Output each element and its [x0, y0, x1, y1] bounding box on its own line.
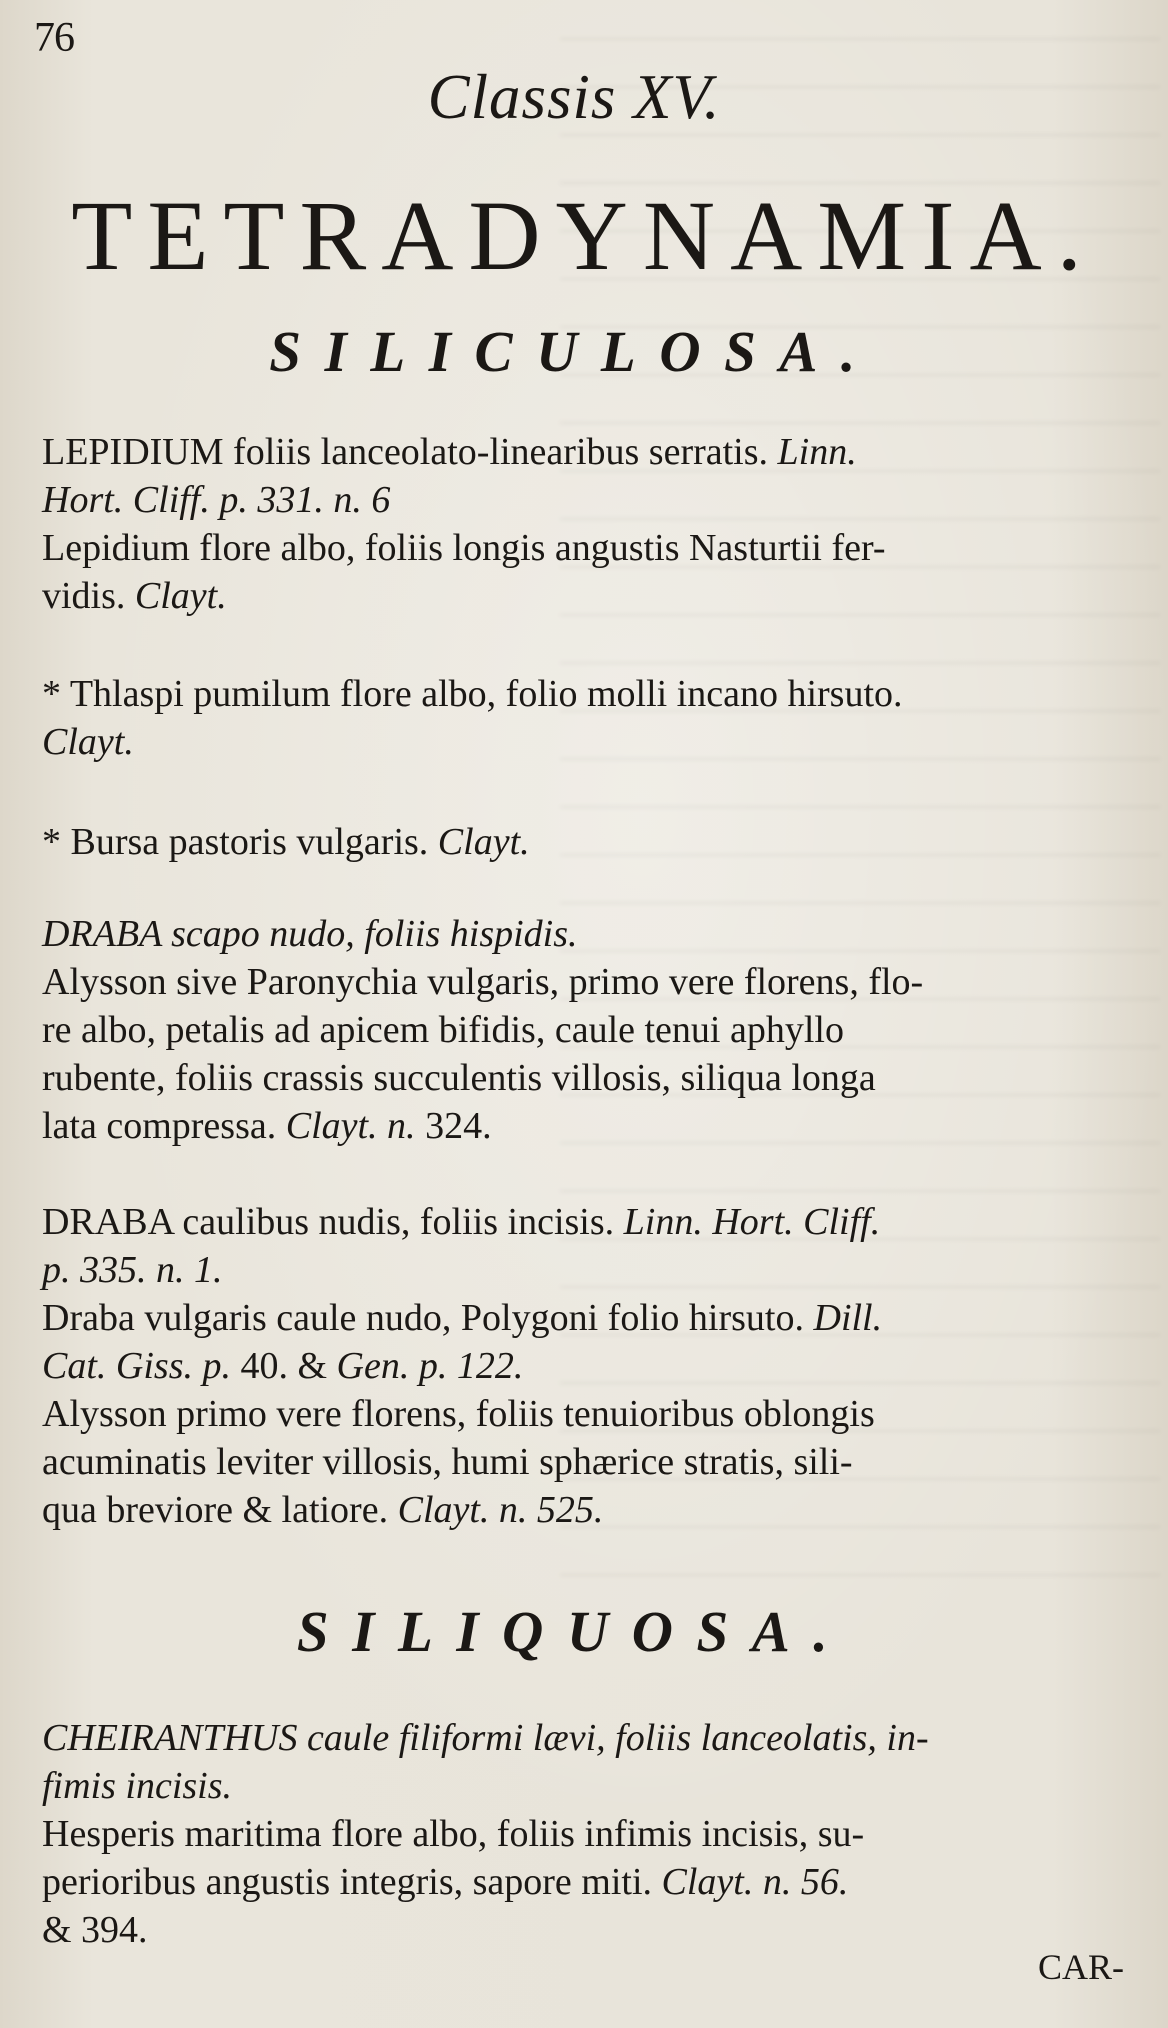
page-number: 76 — [34, 15, 74, 61]
text-run: Linn. Hort. Cliff. — [623, 1201, 881, 1243]
text-run: CHEIRANTHUS caule filiformi lævi, foliis lanceolatis, in- — [42, 1717, 929, 1759]
text-run: Alysson sive Paronychia vulgaris, primo vere florens, flo- — [42, 961, 924, 1003]
text-run: Gen. p. 122. — [336, 1345, 524, 1387]
entry-line — [42, 1858, 848, 1906]
entry-line — [42, 428, 857, 476]
text-run: Clayt. — [437, 821, 530, 863]
entry-line — [42, 1006, 844, 1054]
catchword: CAR- — [1038, 1947, 1125, 1987]
text-run: DRABA scapo nudo, foliis hispidis. — [42, 913, 578, 955]
text-run: & 394. — [42, 1909, 148, 1951]
entry-line — [42, 1486, 603, 1534]
text-run: 324. — [415, 1105, 492, 1147]
text-run: Cat. Giss. p. — [42, 1345, 231, 1387]
text-run: Alysson primo vere florens, foliis tenuioribus oblongis — [42, 1393, 875, 1435]
entry-line — [42, 910, 578, 958]
entry-line — [42, 572, 227, 620]
text-run: LEPIDIUM foliis lanceolato-linearibus serratis. — [42, 431, 778, 473]
text-run: Clayt. — [42, 721, 134, 763]
classis-heading: Classis XV. — [427, 61, 721, 132]
text-run: Linn. — [777, 431, 857, 473]
text-run: Hort. Cliff. p. 331. n. 6 — [42, 479, 391, 521]
text-run: acuminatis leviter villosis, humi sphærice stratis, sili- — [42, 1441, 853, 1483]
class-name-heading: TETRADYNAMIA. — [71, 180, 1097, 291]
text-run: re albo, petalis ad apicem bifidis, caule tenui aphyllo — [42, 1009, 844, 1051]
text-run: Clayt. n. — [285, 1105, 416, 1147]
text-run: perioribus angustis integris, sapore miti. — [42, 1861, 662, 1903]
text-run: Draba vulgaris caule nudo, Polygoni folio hirsuto. — [42, 1297, 814, 1339]
text-run: DRABA caulibus nudis, foliis incisis. — [42, 1201, 624, 1243]
entry-line — [42, 1810, 864, 1858]
entry-line — [42, 1762, 232, 1810]
entry-line — [42, 1342, 523, 1390]
text-run: Clayt. n. 525. — [397, 1489, 604, 1531]
entry-line — [42, 476, 390, 524]
text-run: Dill. — [813, 1297, 883, 1339]
entry-line — [42, 1714, 929, 1762]
entry-line — [42, 1246, 223, 1294]
entry-line — [42, 1054, 876, 1102]
entry-line — [42, 1294, 882, 1342]
entry-line — [42, 1906, 148, 1954]
entry-line — [42, 958, 923, 1006]
section-heading-siliquosa: SILIQUOSA. — [296, 1599, 852, 1664]
text-run: 40. & — [230, 1345, 337, 1387]
section-heading-siliculosa: SILICULOSA. — [269, 319, 879, 384]
entry-line — [42, 1438, 853, 1486]
text-run: lata compressa. — [42, 1105, 286, 1147]
text-run: vidis. — [42, 575, 135, 617]
text-run: Clayt. — [134, 575, 227, 617]
entry-line — [42, 1198, 880, 1246]
text-run: Lepidium flore albo, foliis longis angustis Nasturtii fer- — [42, 527, 886, 569]
text-run: Clayt. n. 56. — [661, 1861, 849, 1903]
entry-line — [42, 818, 530, 866]
entry-line — [42, 524, 886, 572]
entry-line — [42, 718, 134, 766]
text-run: qua breviore & latiore. — [42, 1489, 398, 1531]
text-run: * Thlaspi pumilum flore albo, folio molli incano hirsuto. — [42, 673, 903, 715]
text-run: fimis incisis. — [42, 1765, 233, 1807]
text-run: rubente, foliis crassis succulentis villosis, siliqua longa — [42, 1057, 876, 1099]
entry-line — [42, 670, 903, 718]
text-run: * Bursa pastoris vulgaris. — [42, 821, 438, 863]
text-run: p. 335. n. 1. — [42, 1249, 223, 1291]
entry-line — [42, 1102, 492, 1150]
entry-line — [42, 1390, 875, 1438]
text-run: Hesperis maritima flore albo, foliis infimis incisis, su- — [42, 1813, 865, 1855]
